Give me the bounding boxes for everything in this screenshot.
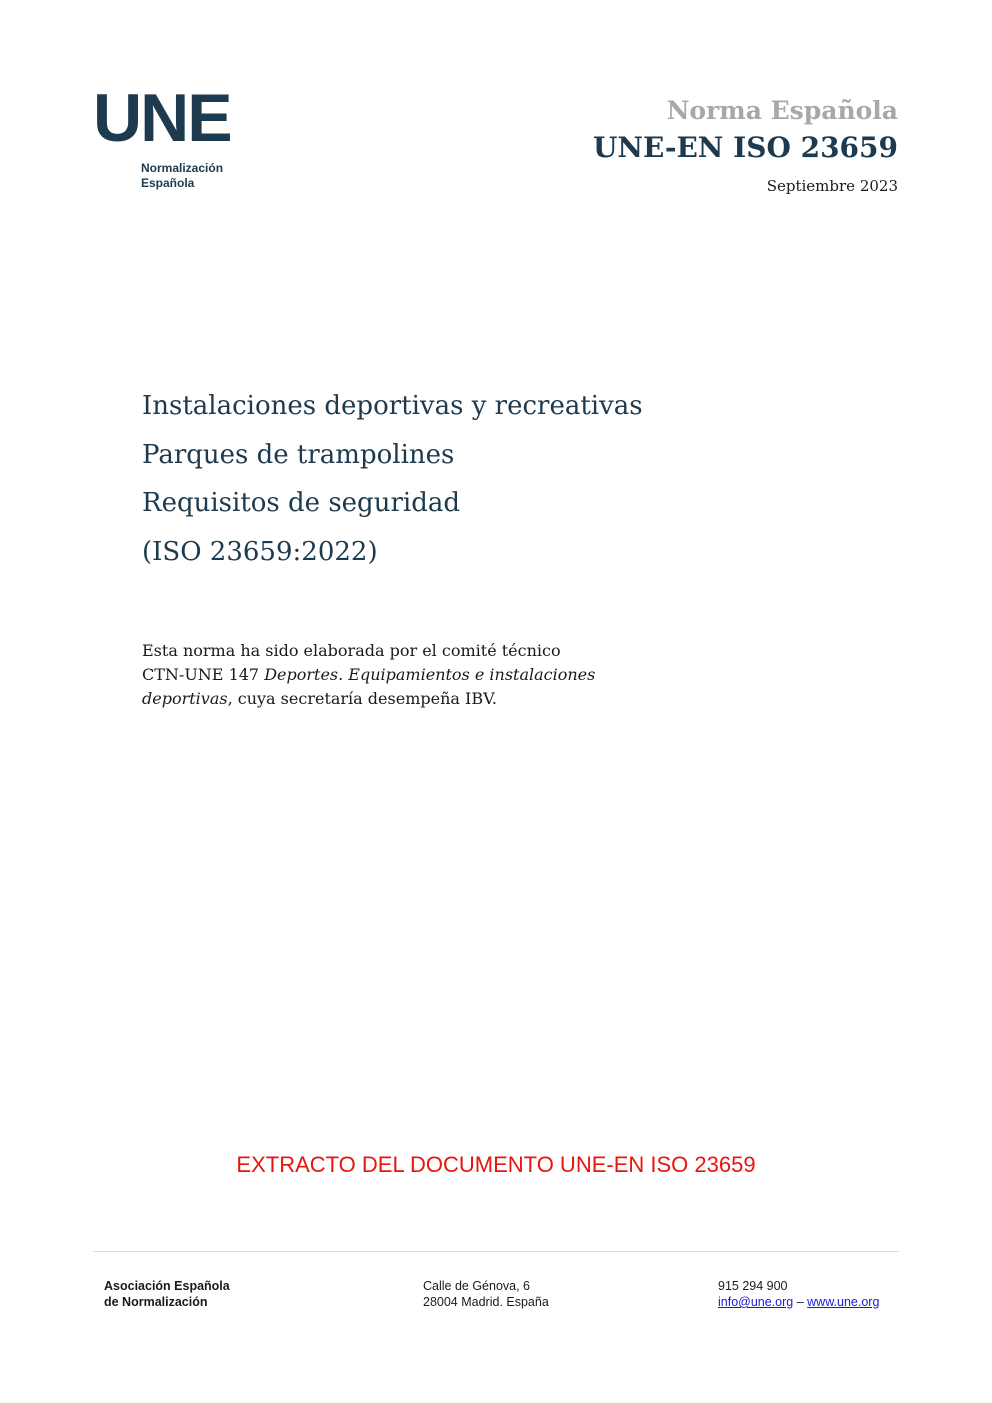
title-line: (ISO 23659:2022) xyxy=(142,536,378,567)
committee-code: CTN-UNE 147 xyxy=(142,665,265,684)
email-link[interactable]: info@une.org xyxy=(718,1295,794,1309)
footer-phone: 915 294 900 xyxy=(718,1279,788,1293)
footer-links xyxy=(718,1294,879,1310)
committee-secretariat: , cuya secretaría desempeña IBV. xyxy=(227,689,497,708)
committee-statement xyxy=(142,639,622,711)
title-line: Requisitos de seguridad xyxy=(142,488,460,518)
committee-line1: Esta norma ha sido elaborada por el comité técnico xyxy=(142,641,561,660)
footer-org-line2: de Normalización xyxy=(104,1295,208,1309)
norma-label: Norma Española xyxy=(666,96,898,125)
title-line: Parques de trampolines xyxy=(142,439,455,470)
committee-line3 xyxy=(142,687,622,711)
committee-name-part2: deportivas xyxy=(142,689,228,708)
logo-subtitle-line1: Normalización xyxy=(141,161,224,175)
footer-organization xyxy=(104,1278,230,1310)
website-link[interactable]: www.une.org xyxy=(807,1295,880,1309)
footer-org-line1: Asociación Española xyxy=(104,1279,230,1293)
norma-date: Septiembre 2023 xyxy=(766,177,898,195)
document-titles xyxy=(142,382,643,576)
title-line: Instalaciones deportivas y recreativas xyxy=(142,391,643,421)
une-logo-subtitle xyxy=(141,161,223,191)
une-logo-wordmark: UNE xyxy=(93,80,231,156)
logo-subtitle-line2: Española xyxy=(141,176,195,190)
committee-name-part1: Deportes. Equipamientos e instalaciones xyxy=(264,665,596,684)
norma-code: UNE-EN ISO 23659 xyxy=(592,131,898,164)
committee-line2 xyxy=(142,663,622,687)
footer-link-separator: – xyxy=(793,1295,808,1309)
extract-notice: EXTRACTO DEL DOCUMENTO UNE-EN ISO 23659 xyxy=(236,1152,756,1177)
footer-contact xyxy=(718,1278,879,1310)
footer-divider xyxy=(93,1251,899,1252)
footer-address xyxy=(423,1278,549,1310)
footer-address-line2: 28004 Madrid. España xyxy=(423,1295,549,1309)
footer-address-line1: Calle de Génova, 6 xyxy=(423,1279,531,1293)
une-logo xyxy=(93,80,243,199)
